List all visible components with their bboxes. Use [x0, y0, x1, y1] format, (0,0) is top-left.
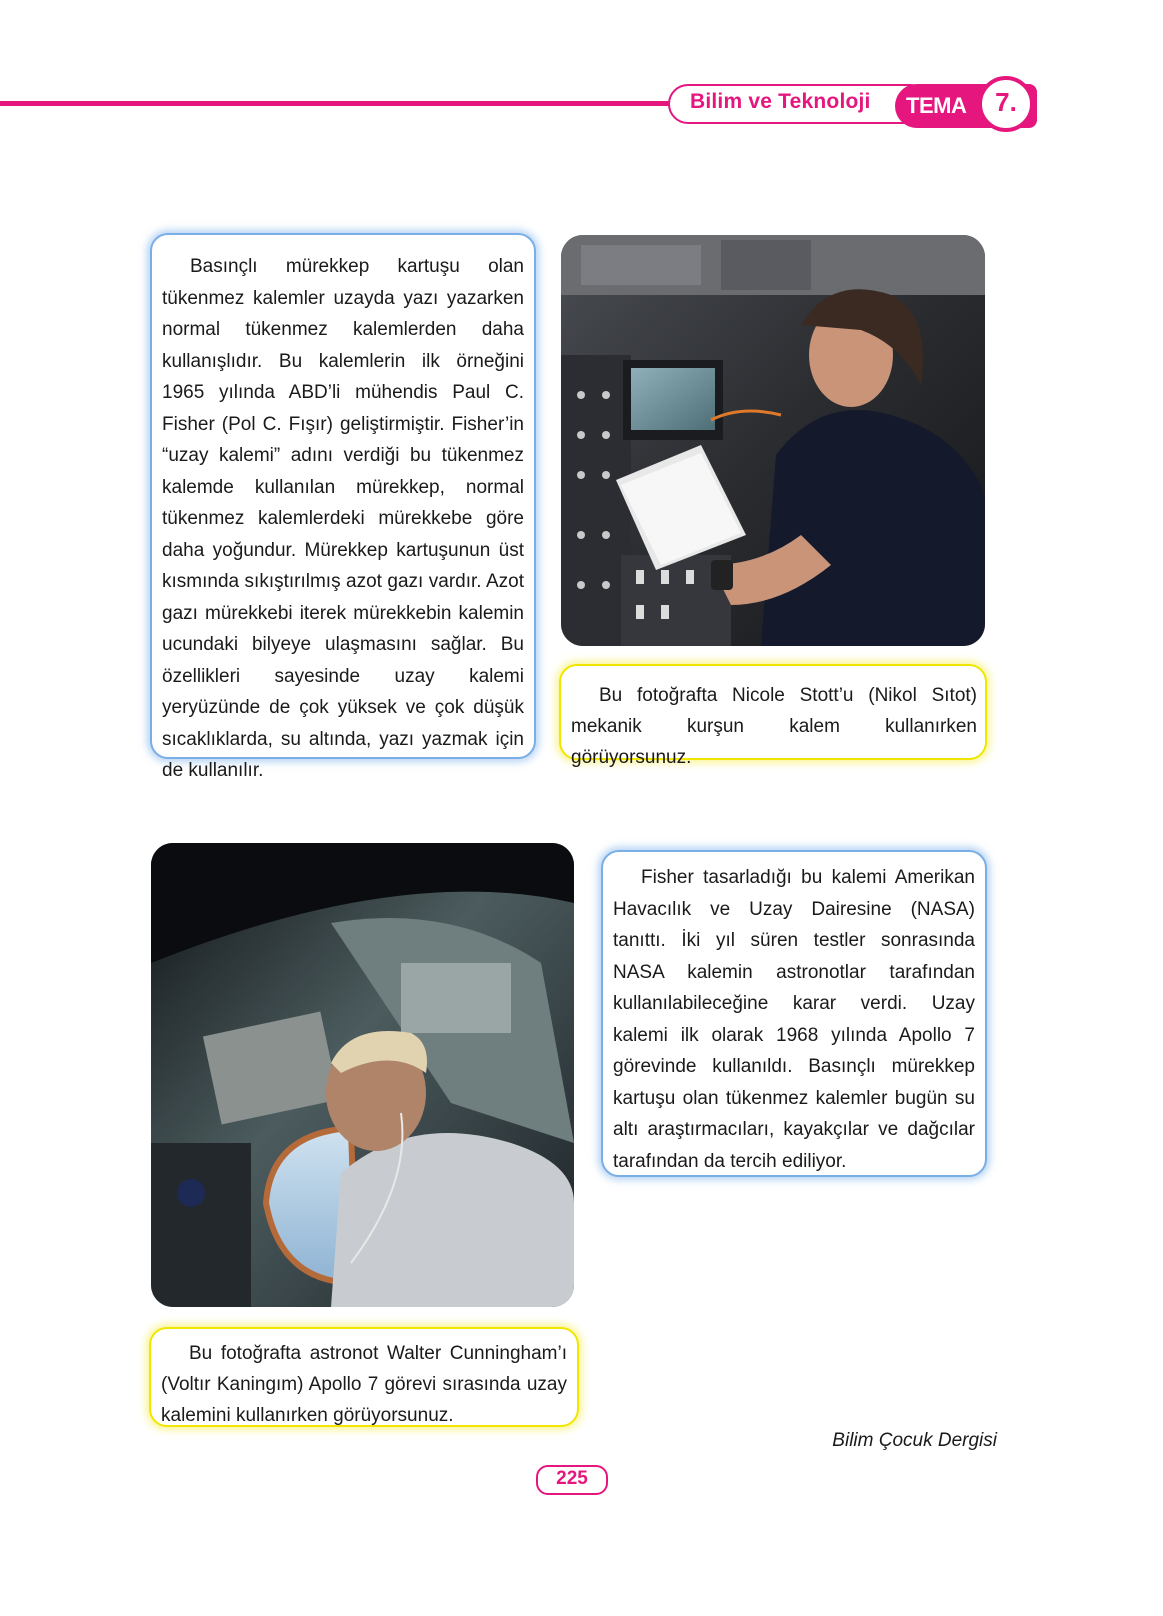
photo-2-image	[151, 843, 574, 1307]
paragraph-2: Fisher tasarladığı bu kalemi Amerikan Havacılık ve Uzay Dairesine (NASA) tanıttı. İki yıl süren testler sonrasında NASA kalemin astronotlar tarafından kullanılabileceğine karar verdi. Uzay kalemi ilk olarak 1968 yılında Apollo 7 görevinde kullanıldı. Basınçlı mürekkep kartuşu olan tükenmez kalemler bugün su altı araştırmacıları, kayakçılar ve dağcılar tarafından da tercih ediliyor.	[613, 867, 975, 1172]
text-box-2	[601, 850, 987, 1177]
caption-box-1	[559, 664, 987, 768]
caption-2: Bu fotoğrafta astronot Walter Cunningham’ı (Voltır Kaningım) Apollo 7 görevi sırasında uzay kalemini kullanırken görüyorsunuz.	[161, 1343, 567, 1426]
caption-1: Bu fotoğrafta Nicole Stott’u (Nikol Sıtot) mekanik kurşun kalem kullanırken görüyorsunuz.	[571, 685, 977, 768]
tema-label: TEMA	[906, 93, 967, 118]
text-box-1	[150, 233, 536, 781]
photo-nicole-stott	[561, 235, 985, 646]
page-number: 225	[556, 1468, 588, 1489]
photo-walter-cunningham	[151, 843, 574, 1307]
source-credit: Bilim Çocuk Dergisi	[832, 1430, 997, 1451]
caption-box-2	[149, 1327, 579, 1427]
section-title: Bilim ve Teknoloji	[690, 90, 871, 113]
header-rule	[0, 101, 680, 106]
photo-1-image	[561, 235, 985, 646]
paragraph-1: Basınçlı mürekkep kartuşu olan tükenmez kalemler uzayda yazı yazarken normal tükenmez kalemlerden daha kullanışlıdır. Bu kalemlerin ilk örneğini 1965 yılında ABD’li mühendis Paul C. Fisher (Pol C. Fışır) geliştirmiştir. Fisher’in “uzay kalemi” adını verdiği bu tükenmez kalemde kullanılan mürekkep, normal tükenmez kalemlerdeki mürekkebe göre daha yoğundur. Mürekkep kartuşunun üst kısmında sıkıştırılmış azot gazı vardır. Azot gazı mürekkebi iterek mürekkebin kalemin ucundaki bilyeye ulaşmasını sağlar. Bu özellikleri sayesinde uzay kalemi yeryüzünde de çok yüksek ve çok düşük sıcaklıklarda, su altında, yazı yazmak için de kullanılır.	[162, 256, 524, 781]
tema-number: 7.	[995, 87, 1017, 117]
